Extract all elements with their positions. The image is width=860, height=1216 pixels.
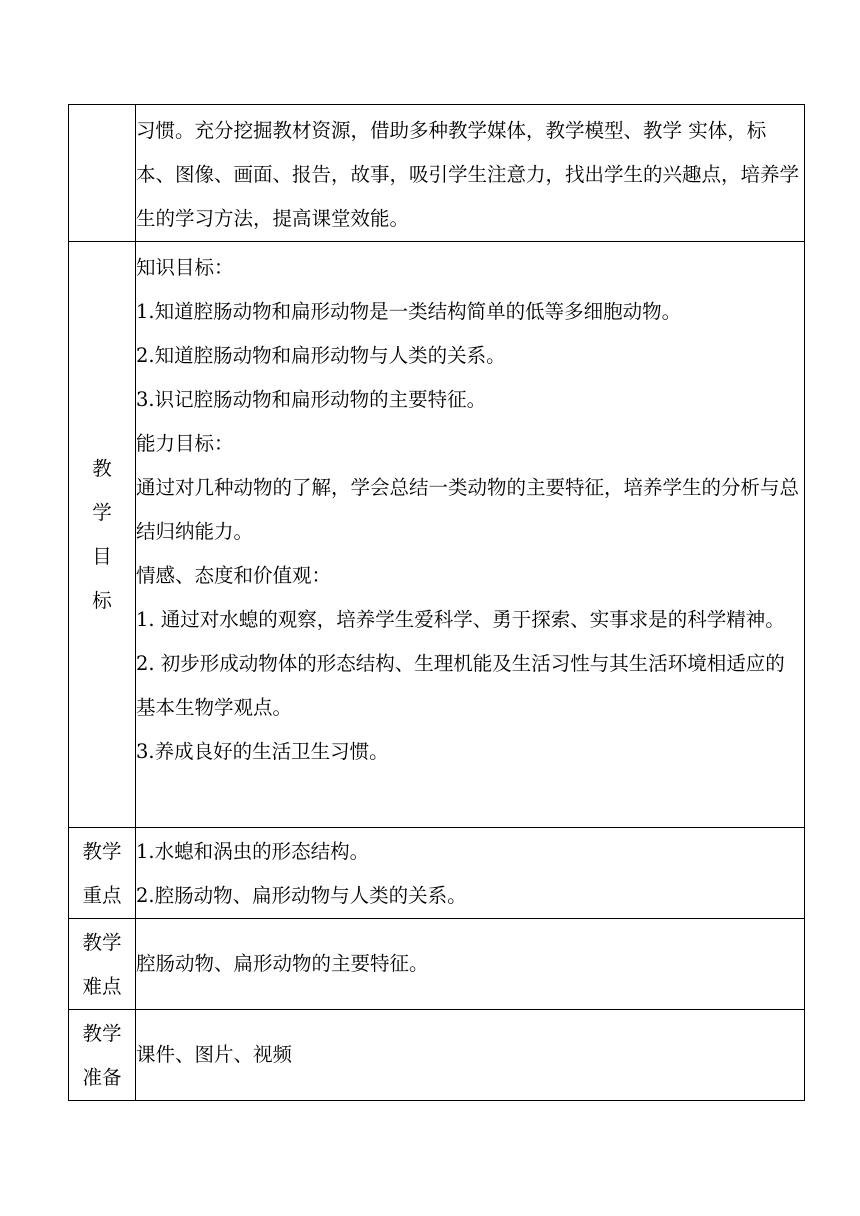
knowledge-objective-1: 1.知道腔肠动物和扁形动物是一类结构简单的低等多细胞动物。 [136, 300, 682, 323]
objectives-label-char-4: 标 [92, 588, 112, 612]
attitude-objective-2: 2. 初步形成动物体的形态结构、生理机能及生活习性与其生活环境相适应的基本生物学观点。 [136, 652, 785, 719]
row-difficulties [69, 919, 805, 1010]
attitude-objective-heading: 情感、态度和价值观： [136, 564, 332, 587]
continuation-text: 习惯。充分挖掘教材资源，借助多种教学媒体，教学模型、教学 实体，标本、图像、画面、报告，故事，吸引学生注意力，找出学生的兴趣点，培养学生的学习方法，提高课堂效能。 [136, 119, 800, 230]
key-points-label [69, 828, 136, 919]
row-continuation-label [69, 105, 136, 242]
preparation-label-line-2: 准备 [82, 1066, 122, 1089]
row-continuation-content [136, 105, 805, 242]
attitude-objective-1: 1. 通过对水螅的观察，培养学生爱科学、勇于探索、实事求是的科学精神。 [136, 608, 785, 631]
difficulties-label-line-1: 教学 [82, 931, 122, 954]
key-points-content [136, 828, 805, 919]
objectives-content [136, 242, 805, 828]
preparation-text: 课件、图片、视频 [136, 1043, 293, 1066]
knowledge-objective-heading: 知识目标： [136, 256, 234, 279]
attitude-objective-3: 3.养成良好的生活卫生习惯。 [136, 740, 389, 763]
row-preparation [69, 1010, 805, 1101]
objectives-label-char-3: 目 [92, 544, 112, 568]
preparation-content [136, 1010, 805, 1101]
preparation-label [69, 1010, 136, 1101]
preparation-label-line-1: 教学 [82, 1022, 122, 1045]
knowledge-objective-3: 3.识记腔肠动物和扁形动物的主要特征。 [136, 388, 487, 411]
knowledge-objective-2: 2.知道腔肠动物和扁形动物与人类的关系。 [136, 344, 506, 367]
key-point-2: 2.腔肠动物、扁形动物与人类的关系。 [136, 884, 467, 907]
ability-objective-heading: 能力目标： [136, 432, 234, 455]
difficulties-text: 腔肠动物、扁形动物的主要特征。 [136, 952, 429, 975]
key-points-label-line-1: 教学 [82, 840, 122, 863]
objectives-label-char-1: 教 [92, 456, 112, 480]
difficulties-label [69, 919, 136, 1010]
objectives-label-char-2: 学 [92, 500, 112, 524]
row-continuation [69, 105, 805, 242]
row-key-points [69, 828, 805, 919]
difficulties-content [136, 919, 805, 1010]
key-points-label-line-2: 重点 [82, 884, 122, 907]
row-objectives [69, 242, 805, 828]
lesson-plan-table [68, 104, 805, 1101]
key-point-1: 1.水螅和涡虫的形态结构。 [136, 840, 370, 863]
ability-objective-text: 通过对几种动物的了解，学会总结一类动物的主要特征，培养学生的分析与总结归纳能力。 [136, 476, 800, 543]
objectives-label [69, 242, 136, 828]
difficulties-label-line-2: 难点 [82, 975, 122, 998]
